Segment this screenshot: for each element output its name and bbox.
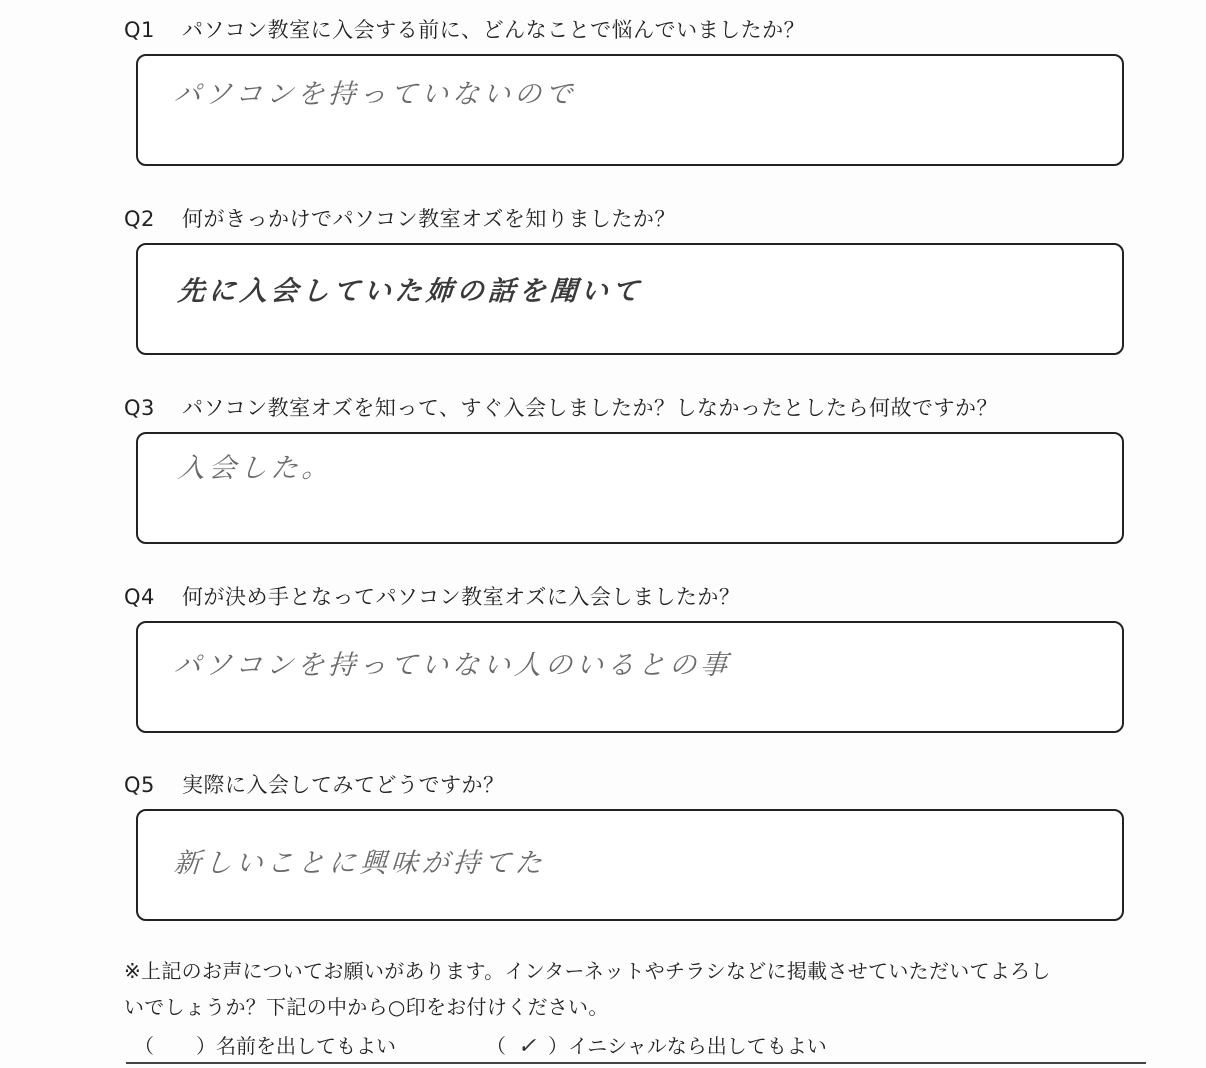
answer-5-handwriting: 新しいことに興味が持てた [172,848,547,879]
question-5-text: 実際に入会してみてどうですか？ [182,773,505,797]
option-initial-label: イニシャルなら出してもよい [568,1034,827,1058]
question-1-number: Q1 [124,18,155,42]
question-2-text: 何がきっかけでパソコン教室オズを知りましたか？ [182,207,676,231]
question-5 [124,772,505,798]
option-name-close-paren: ） [196,1034,216,1058]
notice-line-1: ※上記のお声についてお願いがあります。インターネットやチラシなどに掲載させていただいてよろし [124,959,1051,983]
option-initial-open-paren: （ [486,1034,506,1058]
answer-box-2[interactable] [136,243,1124,355]
question-4-text: 何が決め手となってパソコン教室オズに入会しましたか？ [182,585,741,609]
question-3 [124,395,998,421]
option-name-ok[interactable] [134,1033,486,1059]
answer-4-handwriting: パソコンを持っていない人のいるとの事 [172,650,733,681]
option-initial-ok[interactable] [486,1033,827,1060]
bottom-divider [126,1062,1146,1064]
question-2 [124,206,676,232]
check-icon: ✓ [517,1034,537,1059]
notice-line-2: いでしょうか？下記の中から○印をお付けください。 [124,995,609,1019]
question-4-number: Q4 [124,585,155,609]
answer-box-5[interactable] [136,809,1124,921]
option-initial-close-paren: ） [548,1034,568,1058]
consent-options [134,1033,827,1060]
answer-box-4[interactable] [136,621,1124,733]
question-4 [124,584,740,610]
question-3-number: Q3 [124,396,155,420]
question-2-number: Q2 [124,207,155,231]
question-3-text: パソコン教室オズを知って、すぐ入会しましたか？しなかったとしたら何故ですか？ [182,396,998,420]
option-name-label: 名前を出してもよい [216,1034,396,1058]
answer-box-1[interactable] [136,54,1124,166]
option-name-open-paren: （ [134,1034,154,1058]
question-1-text: パソコン教室に入会する前に、どんなことで悩んでいましたか？ [182,18,806,42]
question-5-number: Q5 [124,773,155,797]
question-1 [124,17,805,43]
answer-box-3[interactable] [136,432,1124,544]
answer-2-handwriting: 先に入会していた姉の話を聞いて [176,276,644,307]
answer-1-handwriting: パソコンを持っていないので [172,79,578,110]
answer-3-handwriting: 入会した。 [176,453,334,484]
